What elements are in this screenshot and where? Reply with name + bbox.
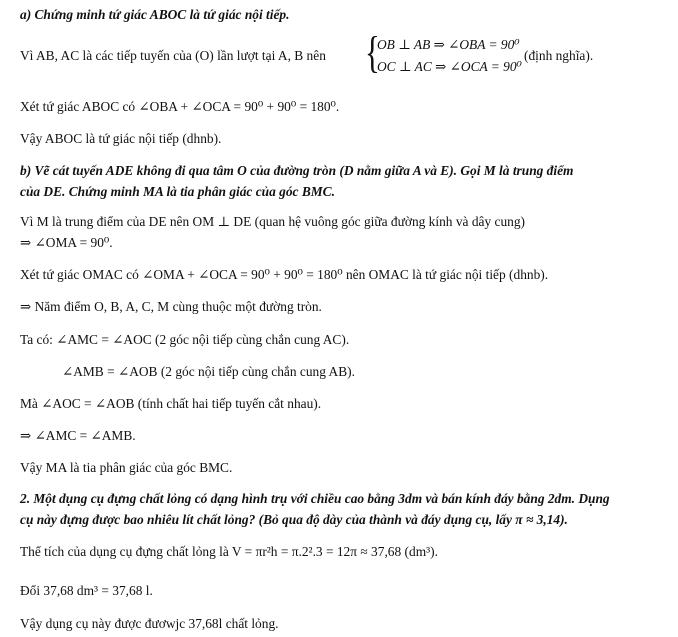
question-2-line-3: Vậy dụng cụ này được đươwjc 37,68l chất lỏng. — [20, 616, 279, 631]
question-2-line-1: Thể tích của dụng cụ đựng chất lỏng là V = πr²h = π.2².3 = 12π ≈ 37,68 (dm³). — [20, 544, 438, 559]
part-a-heading: a) Chứng minh tứ giác ABOC là tứ giác nội tiếp. — [20, 7, 290, 22]
question-2-heading-line-2: cụ này đựng được bao nhiêu lít chất lỏng? (Bỏ qua độ dày của thành và đáy dụng cụ, lấy π ≈ 3,14). — [20, 512, 568, 527]
brace-symbol: { — [365, 28, 380, 77]
part-b-line-6: ∠AMB = ∠AOB (2 góc nội tiếp cùng chắn cung AB). — [62, 364, 355, 379]
part-b-line-7: Mà ∠AOC = ∠AOB (tính chất hai tiếp tuyến cắt nhau). — [20, 396, 322, 411]
part-b-line-4: ⇒ Năm điểm O, B, A, C, M cùng thuộc một đường tròn. — [20, 299, 322, 314]
part-b-line-2: ⇒ ∠OMA = 90⁰. — [20, 235, 113, 250]
part-b-line-9: Vậy MA là tia phân giác của góc BMC. — [20, 460, 233, 475]
question-2-line-2: Đổi 37,68 dm³ = 37,68 l. — [20, 583, 153, 598]
part-a-line-2: Xét tứ giác ABOC có ∠OBA + ∠OCA = 90⁰ + 90⁰ = 180⁰. — [20, 99, 340, 114]
part-b-heading-line-1: b) Vẽ cát tuyến ADE không đi qua tâm O của đường tròn (D nằm giữa A và E). Gọi M là trung điểm — [20, 163, 574, 178]
part-b-line-3: Xét tứ giác OMAC có ∠OMA + ∠OCA = 90⁰ + 90⁰ = 180⁰ nên OMAC là tứ giác nội tiếp (dhnb). — [20, 267, 549, 282]
part-b-heading-line-2: của DE. Chứng minh MA là tia phân giác của góc BMC. — [20, 184, 335, 199]
part-a-line-1-prefix: Vì AB, AC là các tiếp tuyến của (O) lần lượt tại A, B nên — [20, 48, 326, 63]
part-b-line-8: ⇒ ∠AMC = ∠AMB. — [20, 428, 136, 443]
part-a-line-3: Vậy ABOC là tứ giác nội tiếp (dhnb). — [20, 131, 222, 146]
part-b-line-1: Vì M là trung điểm của DE nên OM ⊥ DE (quan hệ vuông góc giữa đường kính và dây cung) — [20, 214, 525, 229]
equation-row-2: OC ⊥ AC ⇒ ∠OCA = 90⁰ — [377, 59, 522, 74]
part-b-line-5: Ta có: ∠AMC = ∠AOC (2 góc nội tiếp cùng chắn cung AC). — [20, 332, 350, 347]
part-a-line-1-suffix: (định nghĩa). — [524, 48, 594, 63]
equation-row-1: OB ⊥ AB ⇒ ∠OBA = 90⁰ — [377, 37, 520, 52]
question-2-heading-line-1: 2. Một dụng cụ đựng chất lỏng có dạng hình trụ với chiều cao bằng 3dm và bán kính đáy bằng 2dm. Dụng — [20, 491, 610, 506]
